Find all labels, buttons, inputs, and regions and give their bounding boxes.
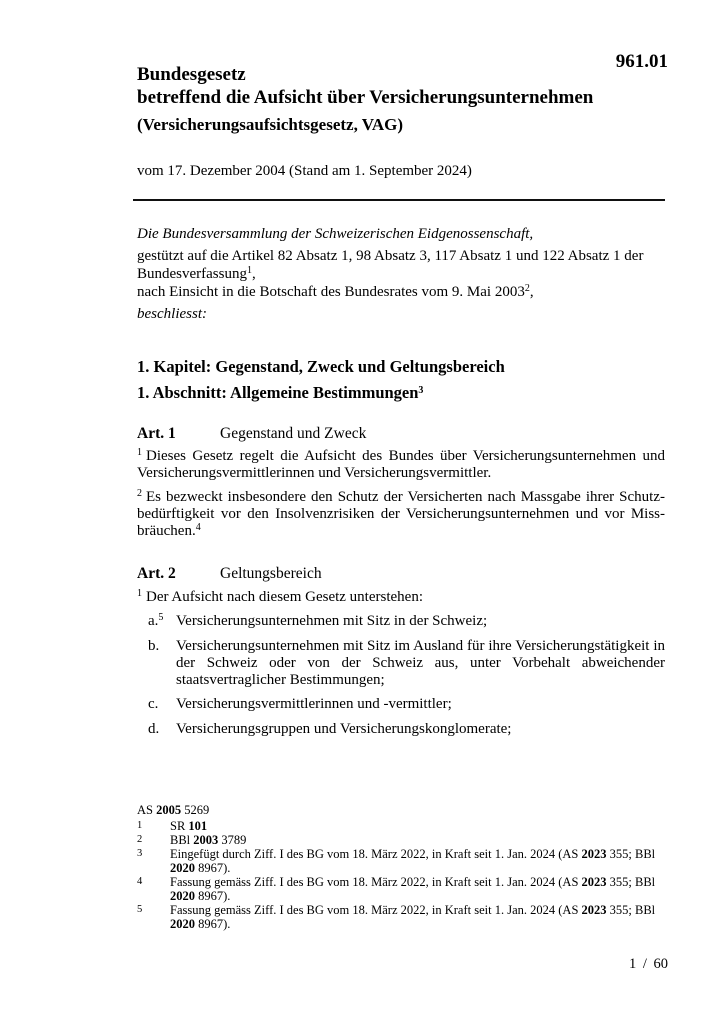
footnote-segment: 8967). (195, 917, 231, 931)
footnote-text (170, 819, 665, 833)
document-title (137, 63, 665, 136)
footnote-segment: 355; BBl (606, 875, 656, 889)
preamble-message (137, 284, 665, 301)
list-item-d (148, 721, 665, 738)
preamble-basis (137, 248, 665, 283)
footnote-5 (137, 903, 665, 931)
date-line: vom 17. Dezember 2004 (Stand am 1. September 2024) (137, 163, 472, 179)
footnote-segment: Fassung gemäss Ziff. I des BG vom 18. März 2022, in Kraft seit 1. Jan. 2024 (AS (170, 903, 582, 917)
title-abbreviation: (Versicherungsaufsichtsgesetz, VAG) (137, 115, 404, 134)
footnote-segment: 8967). (195, 889, 231, 903)
footnote-text (170, 903, 665, 931)
footnote-number: 4 (137, 876, 143, 887)
section-heading-text: 1. Abschnitt: Allgemeine Bestimmungen (137, 383, 419, 402)
footnote-segment: Eingefügt durch Ziff. I des BG vom 18. März 2022, in Kraft seit 1. Jan. 2024 (AS (170, 847, 582, 861)
footnote-number: 2 (137, 834, 143, 845)
preamble-actor: Die Bundesversammlung der Schweizerischen Eidgenossenschaft, (137, 226, 534, 242)
article-2-heading (137, 565, 665, 583)
list-marker-a (148, 613, 176, 630)
footnote-number: 3 (137, 848, 143, 859)
article-1-title: Gegenstand und Zweck (220, 425, 367, 442)
section-heading (137, 383, 665, 403)
footnote-ref-4: 4 (195, 522, 201, 533)
list-marker-text: d. (148, 720, 160, 737)
footnotes-block (137, 803, 665, 931)
paragraph-text: Es bezweckt insbesondere den Schutz der Versicherten nach Massgabe ihrer Schutzbedürftigkeit vor den Insolvenzrisiken der Versicherungsunternehmen und vor Missbräuchen. (137, 489, 665, 539)
footnote-segment: 355; BBl (606, 903, 656, 917)
article-1-label: Art. 1 (137, 425, 176, 442)
footnote-number: 1 (137, 820, 143, 831)
list-marker-text: c. (148, 696, 159, 712)
title-line-1: Bundesgesetz (137, 64, 246, 85)
footnote-ref-2: 2 (524, 283, 530, 294)
footnote-bold-segment: 2023 (581, 903, 607, 917)
chapter-heading: 1. Kapitel: Gegenstand, Zweck und Geltungsbereich (137, 357, 505, 376)
header-divider-rule (133, 199, 665, 201)
footnote-bold-segment: 2020 (170, 861, 195, 875)
footnote-segment: SR (170, 819, 189, 833)
article-1-heading (137, 425, 665, 443)
footnote-3 (137, 847, 665, 875)
article-2-title: Geltungsbereich (220, 565, 322, 582)
footnote-as-reference (137, 803, 665, 817)
list-item-c (148, 696, 665, 713)
footnote-as-year: 2005 (156, 803, 182, 817)
footnote-ref-3: 3 (418, 385, 424, 396)
list-item-text: Versicherungsvermittlerinnen und -vermittler; (176, 696, 452, 712)
footnote-segment: 8967). (195, 861, 231, 875)
preamble-message-punctuation: , (529, 284, 534, 300)
article-2-paragraph-1 (137, 589, 665, 606)
list-item-text: Versicherungsunternehmen mit Sitz im Ausland für ihre Versicherungstätigkeit in der Schweiz oder von der Schweiz aus, unter Vorbehalt abweichender staatsvertraglicher Bestimmungen; (176, 637, 665, 688)
preamble-basis-text: gestützt auf die Artikel 82 Absatz 1, 98 Absatz 3, 117 Absatz 1 und 122 Absatz 1 der Bundesverfassung (137, 248, 644, 282)
list-item-text: Versicherungsgruppen und Versicherungskonglomerate; (176, 720, 512, 737)
preamble-message-text: nach Einsicht in die Botschaft des Bundesrates vom 9. Mai 2003 (137, 284, 525, 300)
footnote-segment: 3789 (218, 833, 247, 847)
list-marker-text: b. (148, 637, 160, 654)
article-1-paragraph-2 (137, 489, 665, 540)
footnote-bold-segment: 2020 (170, 917, 195, 931)
footnote-2 (137, 833, 665, 847)
list-item-a (148, 613, 665, 630)
footnote-ref-5: 5 (158, 612, 164, 623)
list-marker-b (148, 638, 176, 689)
page-number: 1 / 60 (628, 956, 668, 972)
paragraph-number: 1 (137, 447, 142, 458)
list-marker-d (148, 721, 176, 738)
footnote-as-post: 5269 (181, 803, 210, 817)
footnote-text (170, 833, 665, 847)
paragraph-number: 2 (137, 488, 142, 499)
paragraph-text: Der Aufsicht nach diesem Gesetz unterstehen: (146, 589, 423, 605)
footnote-ref-1: 1 (246, 264, 252, 276)
paragraph-text: Dieses Gesetz regelt die Aufsicht des Bundes über Versicherungsunternehmen und Versicherungsvermittlerinnen und Versicherungsvermittler. (137, 448, 665, 481)
preamble-basis-punctuation: , (251, 265, 256, 282)
footnote-text (170, 875, 665, 903)
footnote-number: 5 (137, 904, 143, 915)
footnote-bold-segment: 2020 (170, 889, 195, 903)
footnote-text (170, 847, 665, 875)
article-2-label: Art. 2 (137, 565, 176, 582)
footnote-as-pre: AS (137, 803, 157, 817)
list-marker-text: a. (148, 613, 159, 629)
footnote-segment: BBl (170, 833, 194, 847)
list-marker-c (148, 696, 176, 713)
preamble-resolution: beschliesst: (137, 306, 207, 322)
list-item-text: Versicherungsunternehmen mit Sitz in der Schweiz; (176, 613, 488, 629)
title-line-2: betreffend die Aufsicht über Versicherungsunternehmen (137, 87, 594, 108)
paragraph-number: 1 (137, 588, 142, 599)
footnote-4 (137, 875, 665, 903)
footnote-segment: 355; BBl (606, 847, 656, 861)
footnote-bold-segment: 101 (188, 819, 208, 833)
footnote-1 (137, 819, 665, 833)
footnote-bold-segment: 2023 (581, 847, 607, 861)
footnote-bold-segment: 2003 (193, 833, 219, 847)
article-1-paragraph-1 (137, 448, 665, 482)
list-item-b (148, 638, 665, 689)
article-2-letter-list (137, 613, 665, 745)
footnote-bold-segment: 2023 (581, 875, 607, 889)
footnote-segment: Fassung gemäss Ziff. I des BG vom 18. März 2022, in Kraft seit 1. Jan. 2024 (AS (170, 875, 582, 889)
sr-number: 961.01 (615, 51, 668, 72)
